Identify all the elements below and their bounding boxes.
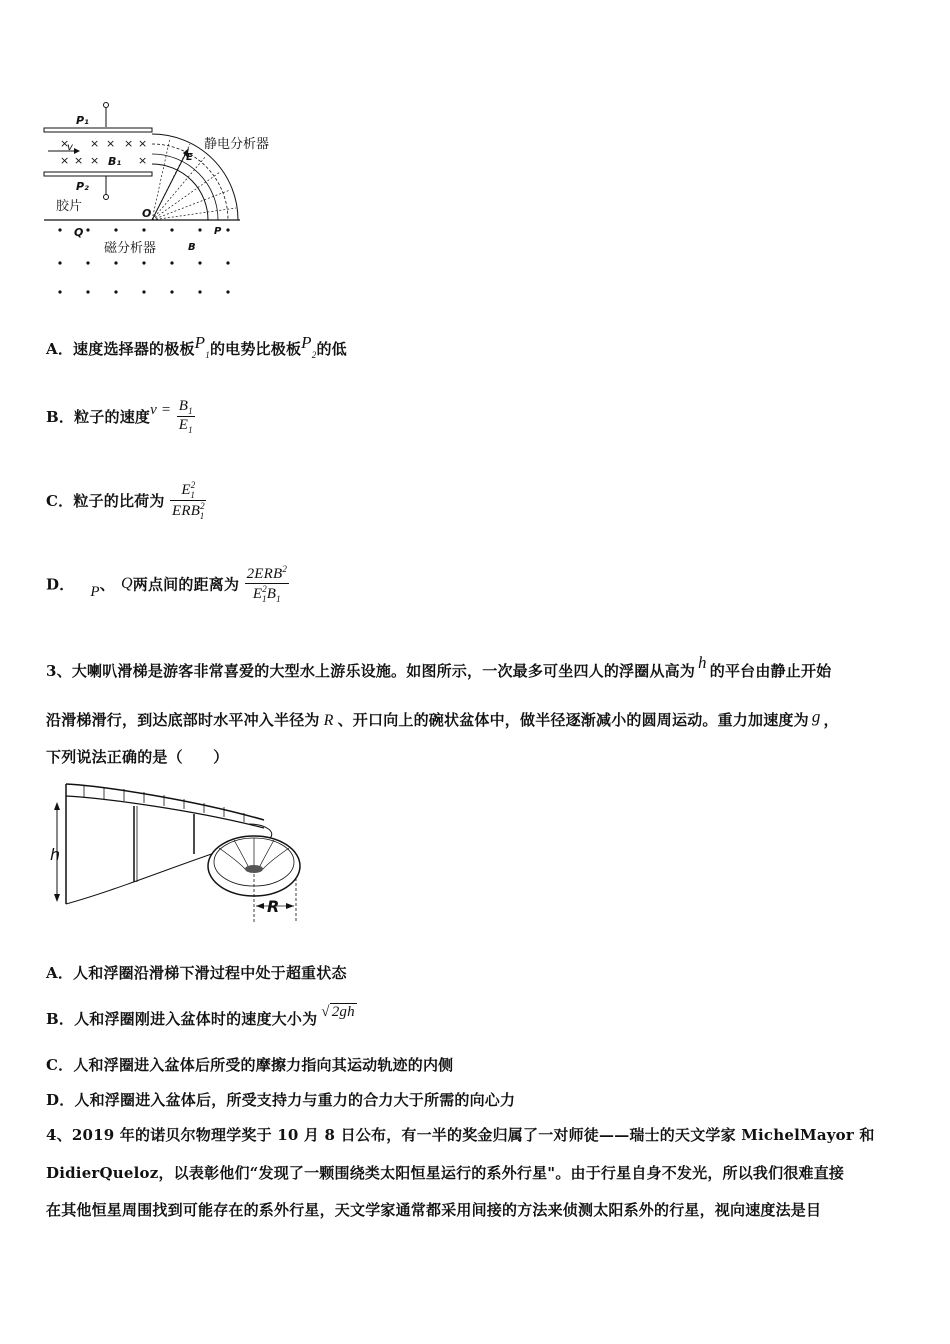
charge-mass-fraction: $\frac{E^2_1}{ERB^2_1}$ (171, 480, 205, 521)
q4-line-3: 在其他恒星周围找到可能存在的系外行星，天文学家通常都采用间接的方法来侦测太阳系外的行星，视向速度法是目 (46, 1201, 822, 1219)
q3-line-2: 沿滑梯滑行，到达底部时水平冲入半径为 R 、开口向上的碗状盆体中，做半径逐渐减小的圆周运动。重力加速度为 g ， (46, 707, 839, 729)
svg-text:×: × (138, 154, 148, 167)
p2-label: P₂ (76, 180, 89, 193)
q2-option-d: D． P、 Q两点间的距离为 $\frac{2ERB^2}{E^2_1B_1}$ (46, 564, 288, 604)
p-label: P (214, 226, 222, 237)
velocity-label: v (67, 142, 73, 153)
q3-option-b: B．人和浮圈刚进入盆体时的速度大小为 √ 2gh (46, 1004, 355, 1028)
water-slide-figure (44, 778, 314, 928)
svg-text:×: × (90, 137, 100, 150)
velocity-fraction: $\frac{B_1}{E_1}$ (178, 398, 193, 435)
b1-label: B₁ (108, 155, 122, 168)
svg-text:×: × (74, 154, 84, 167)
svg-text:×: × (124, 137, 134, 150)
svg-text:×: × (90, 154, 100, 167)
svg-text:×: × (60, 154, 70, 167)
q3-option-a: A．人和浮圈沿滑梯下滑过程中处于超重状态 (46, 964, 347, 982)
q2-option-b: B．粒子的速度v = $\frac{B_1}{E_1}$ (46, 398, 193, 435)
q3-line-3: 下列说法正确的是（ ） (46, 748, 229, 766)
svg-text:×: × (106, 137, 116, 150)
q3-option-d: D．人和浮圈进入盆体后，所受支持力与重力的合力大于所需的向心力 (46, 1091, 516, 1109)
q3-line-1: 3、大喇叭滑梯是游客非常喜爱的大型水上游乐设施。如图所示，一次最多可坐四人的浮圈从高为 h 的平台由静止开始 (46, 653, 832, 680)
sqrt-2gh: √ 2gh (321, 1004, 355, 1020)
q-label: Q (74, 226, 84, 239)
o-label: O (142, 207, 152, 220)
mass-spectrometer-figure (40, 100, 290, 305)
q4-line-2: DidierQueloz，以表彰他们“发现了一颗围绕类太阳恒星运行的系外行星"。由于行星自身不发光，所以我们很难直接 (46, 1164, 845, 1182)
b-label: B (188, 242, 196, 253)
svg-text:×: × (60, 137, 70, 150)
q2-option-c: C．粒子的比荷为 $\frac{E^2_1}{ERB^2_1}$ (46, 480, 205, 521)
pq-distance-fraction: $\frac{2ERB^2}{E^2_1B_1}$ (246, 564, 288, 604)
q3-option-c: C．人和浮圈进入盆体后所受的摩擦力指向其运动轨迹的内侧 (46, 1056, 454, 1074)
e-label: E (186, 152, 193, 163)
film-label: 胶片 (56, 199, 83, 214)
p1-label: P₁ (76, 114, 89, 127)
q2-option-a: A．速度选择器的极板$P_1$的电势比极板$P_2$的低 (46, 333, 347, 360)
magnetic-analyzer-label: 磁分析器 (104, 241, 157, 256)
electrostatic-analyzer-label: 静电分析器 (204, 137, 270, 152)
radius-label: R (267, 897, 280, 916)
svg-text:×: × (138, 137, 148, 150)
height-label: h (50, 845, 61, 864)
q4-line-1: 4、2019 年的诺贝尔物理学奖于 10 月 8 日公布，有一半的奖金归属了一对师徒——瑞士的天文学家 MichelMayor 和 (46, 1126, 875, 1144)
